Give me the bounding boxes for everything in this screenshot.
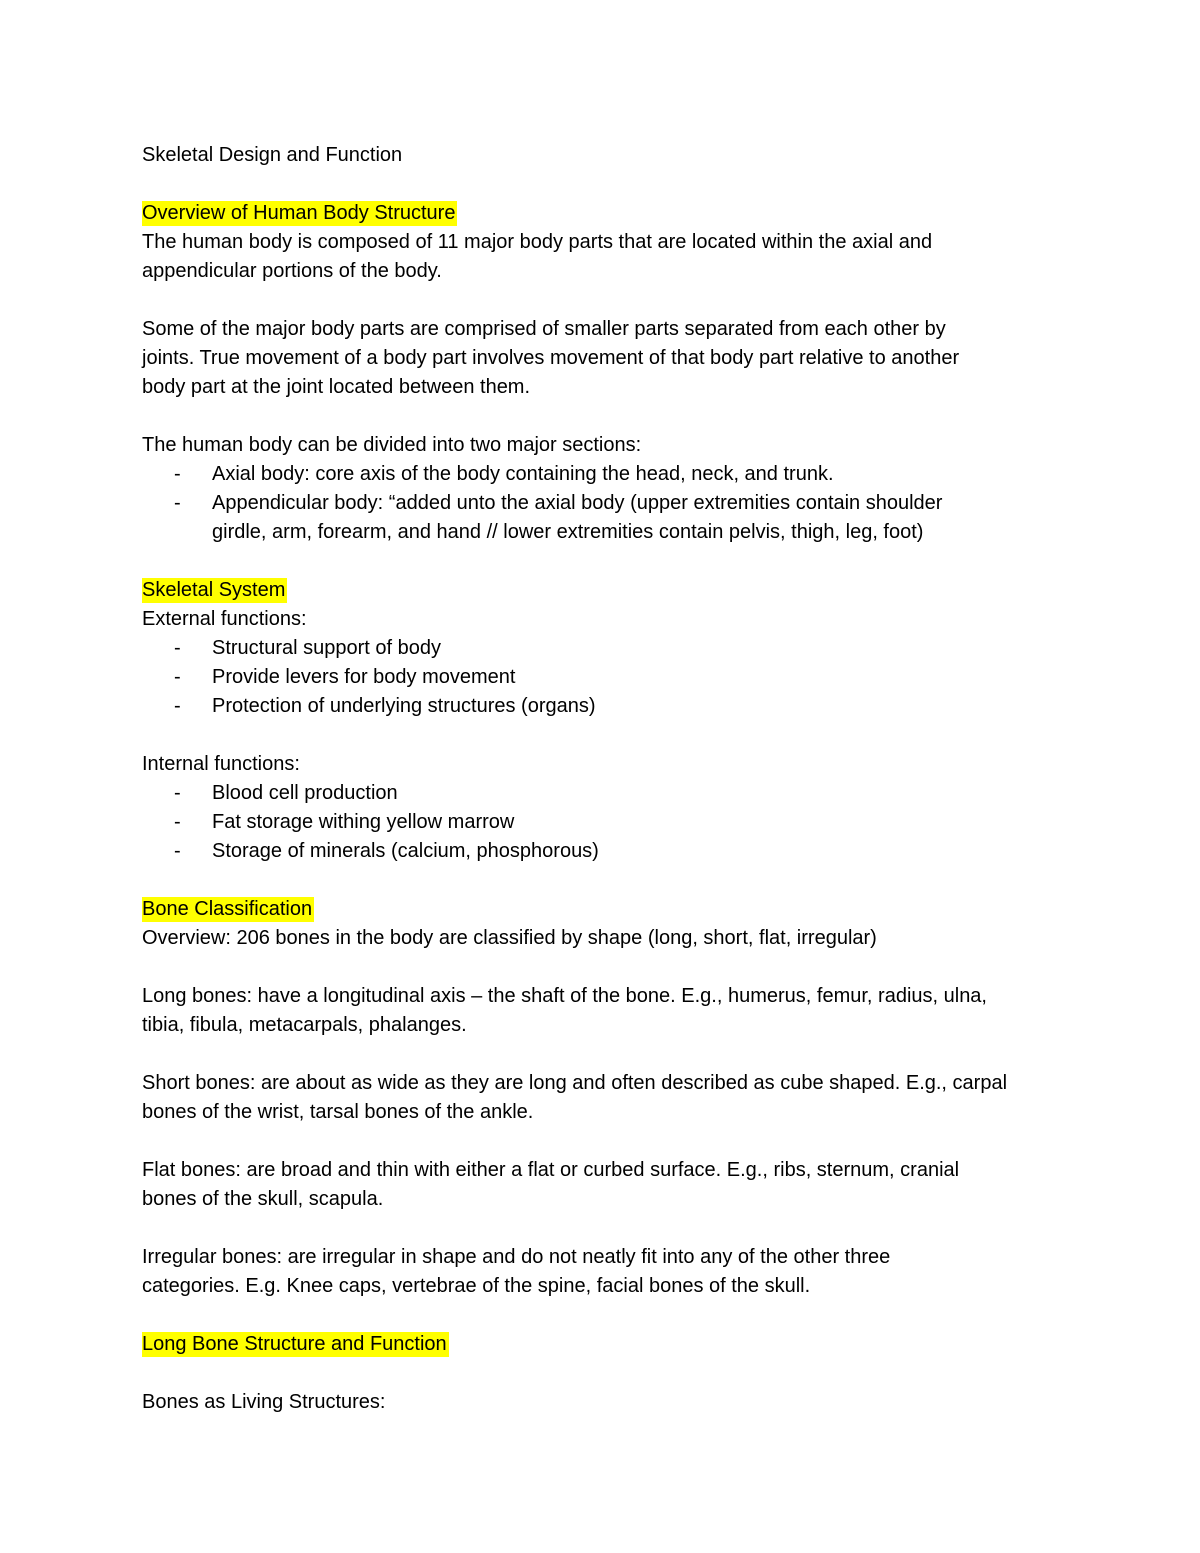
irregular-bones-paragraph — [142, 1243, 1072, 1301]
list-item — [142, 663, 1072, 692]
text-line: Short bones: are about as wide as they are long and often described as cube shaped. E.g., carpal — [142, 1072, 1008, 1094]
spacer — [142, 1040, 1072, 1069]
text-line: Blood cell production — [212, 782, 398, 804]
list-item — [142, 460, 1072, 489]
spacer — [142, 402, 1072, 431]
text-line: body part at the joint located between them. — [142, 376, 531, 398]
spacer — [142, 953, 1072, 982]
dash-bullet: - — [174, 666, 181, 688]
list-item — [142, 779, 1072, 808]
list-item — [142, 692, 1072, 721]
text-line: joints. True movement of a body part involves movement of that body part relative to another — [142, 347, 960, 369]
external-functions-label: External functions: — [142, 608, 307, 630]
section-heading-overview — [142, 199, 1072, 228]
internal-functions-list — [142, 779, 1072, 866]
section-heading-classification — [142, 895, 1072, 924]
text-line: Provide levers for body movement — [212, 666, 516, 688]
document-page — [142, 141, 1072, 1417]
overview-paragraph-1 — [142, 228, 1072, 286]
document-title: Skeletal Design and Function — [142, 144, 403, 166]
text-line: categories. E.g. Knee caps, vertebrae of the spine, facial bones of the skull. — [142, 1275, 811, 1297]
spacer — [142, 866, 1072, 895]
body-sections-list — [142, 460, 1072, 547]
highlighted-heading: Bone Classification — [142, 898, 313, 920]
dash-bullet: - — [174, 637, 181, 659]
text-line: Flat bones: are broad and thin with either a flat or curbed surface. E.g., ribs, sternum, cranial — [142, 1159, 960, 1181]
text-line: Axial body: core axis of the body containing the head, neck, and trunk. — [212, 463, 834, 485]
text-line: Some of the major body parts are comprised of smaller parts separated from each other by — [142, 318, 946, 340]
overview-paragraph-3: The human body can be divided into two major sections: — [142, 434, 642, 456]
text-line: Storage of minerals (calcium, phosphorous) — [212, 840, 599, 862]
highlighted-heading: Long Bone Structure and Function — [142, 1333, 447, 1355]
highlighted-heading: Skeletal System — [142, 579, 286, 601]
overview-paragraph-2 — [142, 315, 1072, 402]
spacer — [142, 721, 1072, 750]
long-bones-paragraph — [142, 982, 1072, 1040]
text-line: Appendicular body: “added unto the axial body (upper extremities contain shoulder — [212, 492, 943, 514]
text-line: Irregular bones: are irregular in shape and do not neatly fit into any of the other three — [142, 1246, 891, 1268]
short-bones-paragraph — [142, 1069, 1072, 1127]
dash-bullet: - — [174, 463, 181, 485]
text-line: bones of the skull, scapula. — [142, 1188, 384, 1210]
list-item — [142, 489, 1072, 547]
classification-overview: Overview: 206 bones in the body are classified by shape (long, short, flat, irregular) — [142, 927, 877, 949]
highlighted-heading: Overview of Human Body Structure — [142, 202, 456, 224]
spacer — [142, 1127, 1072, 1156]
section-heading-skeletal — [142, 576, 1072, 605]
dash-bullet: - — [174, 782, 181, 804]
spacer — [142, 547, 1072, 576]
text-line: Structural support of body — [212, 637, 442, 659]
spacer — [142, 286, 1072, 315]
text-line: bones of the wrist, tarsal bones of the ankle. — [142, 1101, 534, 1123]
spacer — [142, 170, 1072, 199]
dash-bullet: - — [174, 695, 181, 717]
text-line: appendicular portions of the body. — [142, 260, 442, 282]
living-structures-subheading: Bones as Living Structures: — [142, 1391, 386, 1413]
text-line: tibia, fibula, metacarpals, phalanges. — [142, 1014, 467, 1036]
list-item — [142, 634, 1072, 663]
text-line: Long bones: have a longitudinal axis – the shaft of the bone. E.g., humerus, femur, radius, ulna, — [142, 985, 987, 1007]
spacer — [142, 1359, 1072, 1388]
flat-bones-paragraph — [142, 1156, 1072, 1214]
section-heading-long-bone — [142, 1330, 1072, 1359]
internal-functions-label: Internal functions: — [142, 753, 300, 775]
text-line: The human body is composed of 11 major body parts that are located within the axial and — [142, 231, 933, 253]
spacer — [142, 1301, 1072, 1330]
text-line: girdle, arm, forearm, and hand // lower extremities contain pelvis, thigh, leg, foot) — [212, 521, 924, 543]
list-item — [142, 808, 1072, 837]
text-line: Protection of underlying structures (organs) — [212, 695, 596, 717]
list-item — [142, 837, 1072, 866]
dash-bullet: - — [174, 840, 181, 862]
spacer — [142, 1214, 1072, 1243]
dash-bullet: - — [174, 811, 181, 833]
external-functions-list — [142, 634, 1072, 721]
dash-bullet: - — [174, 492, 181, 514]
text-line: Fat storage withing yellow marrow — [212, 811, 515, 833]
